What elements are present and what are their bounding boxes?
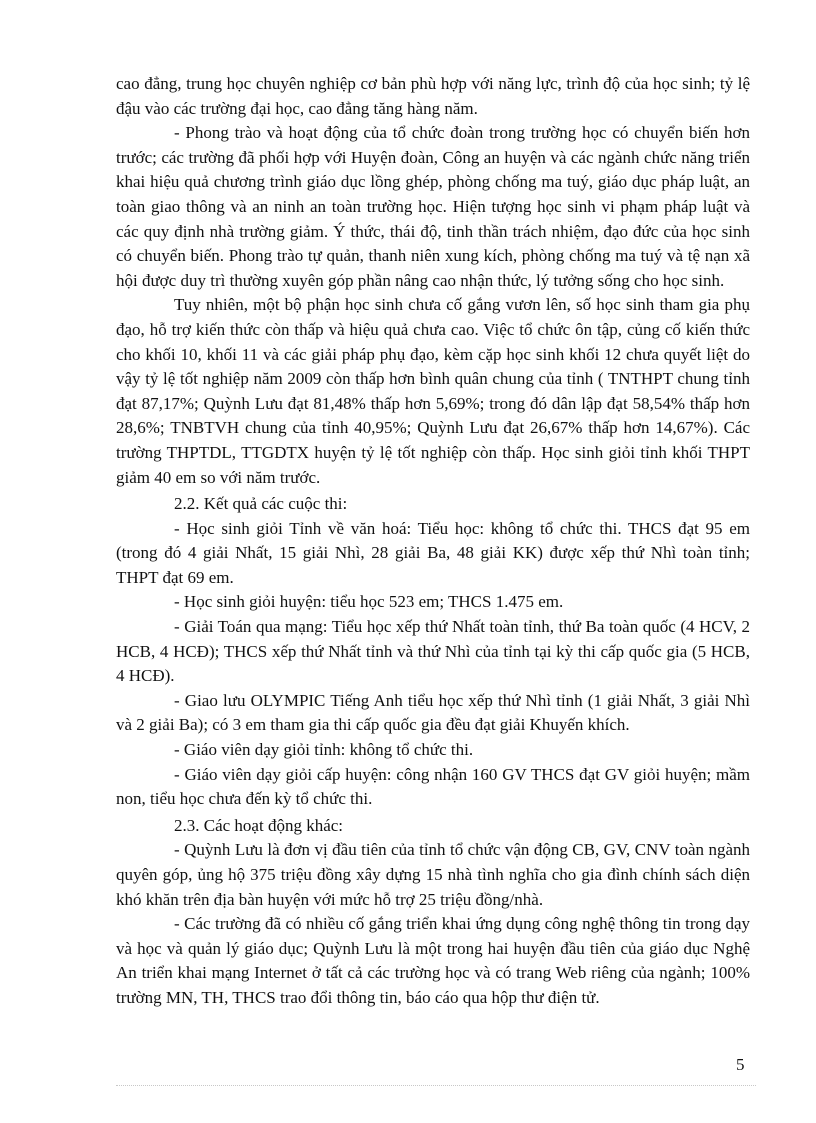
footer-divider <box>116 1085 756 1086</box>
section-heading-competition-results: 2.2. Kết quả các cuộc thi: <box>174 494 348 514</box>
paragraph-district-teachers: - Giáo viên dạy giỏi cấp huyện: công nhận 160 GV THCS đạt GV giỏi huyện; mầm non, tiểu học chưa đến kỳ tổ chức thi. <box>116 764 750 809</box>
paragraph-provincial-students: - Học sinh giỏi Tỉnh về văn hoá: Tiểu học: không tổ chức thi. THCS đạt 95 em (trong đó 4 giải Nhất, 15 giải Nhì, 28 giải Ba, 48 giải KK) được xếp thứ Nhì toàn tỉnh; THPT đạt 69 em. <box>116 518 750 587</box>
paragraph-youth-union: - Phong trào và hoạt động của tổ chức đoàn trong trường học có chuyển biến hơn trước; các trường đã phối hợp với Huyện đoàn, Công an huyện và các ngành chức năng triển khai hiệu quả chương trình giáo dục lồng ghép, phòng chống ma tuý, giáo dục pháp luật, an toàn giao thông và an ninh an toàn trường học. Hiện tượng học sinh vi phạm pháp luật và các quy định nhà trường giảm. Ý thức, thái độ, tinh thần trách nhiệm, đạo đức của học sinh có chuyển biến. Phong trào tự quản, thanh niên xung kích, phòng chống ma tuý và tệ nạn xã hội được duy trì thường xuyên góp phần nâng cao nhận thức, lý tưởng sống cho học sinh. <box>116 123 750 290</box>
paragraph-district-students: - Học sinh giỏi huyện: tiểu học 523 em; THCS 1.475 em. <box>174 592 564 612</box>
paragraph-provincial-teachers: - Giáo viên dạy giỏi tỉnh: không tổ chức thi. <box>174 740 474 760</box>
paragraph-english-olympic: - Giao lưu OLYMPIC Tiếng Anh tiểu học xếp thứ Nhì tỉnh (1 giải Nhất, 3 giải Nhì và 2 giải Ba); có 3 em tham gia thi cấp quốc gia đều đạt giải Khuyến khích. <box>116 690 750 735</box>
paragraph-it-application: - Các trường đã có nhiều cố gắng triển khai ứng dụng công nghệ thông tin trong dạy và học và quản lý giáo dục; Quỳnh Lưu là một trong hai huyện đầu tiên của giáo dục Nghệ An triển khai mạng Internet ở tất cả các trường học và có trang Web riêng của ngành; 100% trường MN, TH, THCS trao đổi thông tin, báo cáo qua hộp thư điện tử. <box>116 914 750 1007</box>
paragraph-intro-continuation: cao đẳng, trung học chuyên nghiệp cơ bản phù hợp với năng lực, trình độ của học sinh; tỷ lệ đậu vào các trường đại học, cao đẳng tăng hàng năm. <box>116 74 750 118</box>
document-body <box>116 72 750 1011</box>
paragraph-limitations: Tuy nhiên, một bộ phận học sinh chưa cố gắng vươn lên, số học sinh tham gia phụ đạo, hỗ trợ kiến thức còn thấp và hiệu quả chưa cao. Việc tổ chức ôn tập, củng cố kiến thức cho khối 10, khối 11 và các giải pháp phụ đạo, kèm cặp học sinh khối 12 chưa quyết liệt do vậy tỷ lệ tốt nghiệp năm 2009 còn thấp hơn bình quân chung của tỉnh ( TNTHPT chung tỉnh đạt 87,17%; Quỳnh Lưu đạt 81,48% thấp hơn 5,69%; trong đó dân lập đạt 58,54% thấp hơn 28,6%; TNBTVH chung của tỉnh 40,95%; Quỳnh Lưu đạt 26,67% thấp hơn 14,67%). Các trường THPTDL, TTGDTX huyện tỷ lệ tốt nghiệp còn thấp. Học sinh giỏi tỉnh khối THPT giảm 40 em so với năm trước. <box>116 295 750 487</box>
section-heading-other-activities: 2.3. Các hoạt động khác: <box>174 815 344 835</box>
page-number: 5 <box>736 1055 745 1074</box>
paragraph-online-math: - Giải Toán qua mạng: Tiểu học xếp thứ Nhất toàn tỉnh, thứ Ba toàn quốc (4 HCV, 2 HCB, 4 HCĐ); THCS xếp thứ Nhất tỉnh và thứ Nhì của tỉnh tại kỳ thi cấp quốc gia (5 HCB, 4 HCĐ). <box>116 617 750 686</box>
paragraph-charity-houses: - Quỳnh Lưu là đơn vị đầu tiên của tỉnh tổ chức vận động CB, GV, CNV toàn ngành quyên góp, ủng hộ 375 triệu đồng xây dựng 15 nhà tình nghĩa cho gia đình chính sách diện khó khăn trên địa bàn huyện với mức hỗ trợ 25 triệu đồng/nhà. <box>116 840 750 909</box>
